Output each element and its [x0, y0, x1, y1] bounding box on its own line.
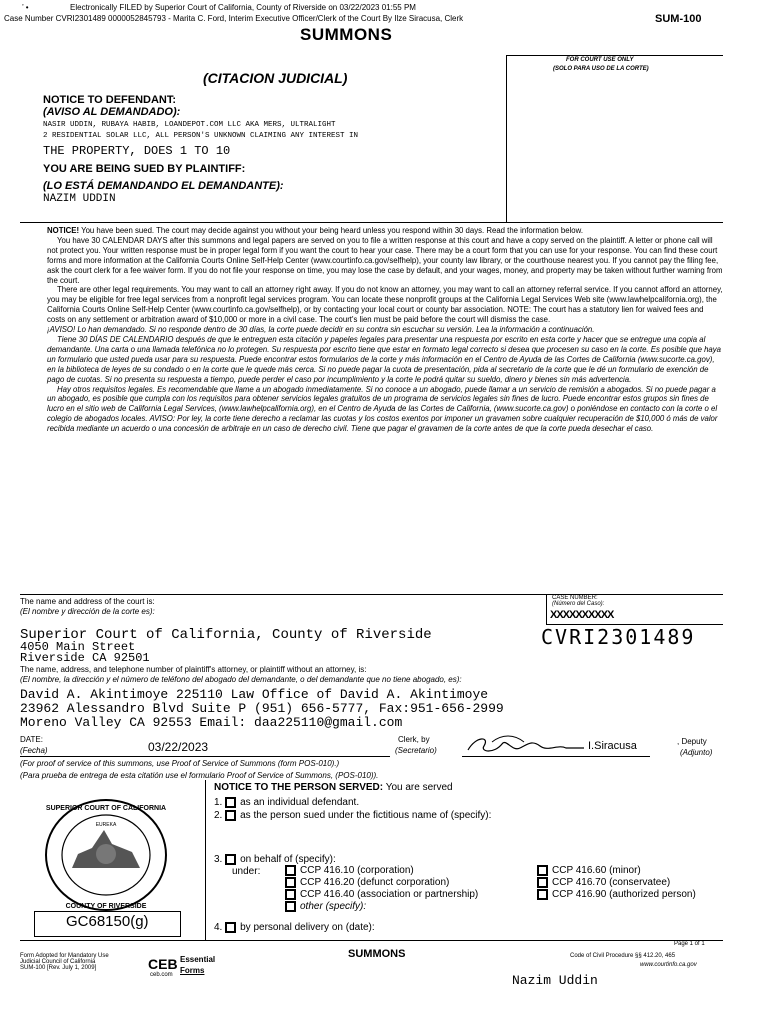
plaintiff-label-es: (LO ESTÁ DEMANDANDO EL DEMANDANTE): — [43, 180, 284, 192]
ccp-416-40-checkbox[interactable] — [285, 889, 296, 900]
footer-title: SUMMONS — [348, 948, 406, 960]
plaintiff-name: NAZIM UDDIN — [43, 193, 116, 205]
ccp-other-label: other (specify): — [300, 901, 367, 913]
header-mark: ’ • — [22, 3, 29, 12]
served-option-4-checkbox[interactable] — [225, 922, 236, 933]
ccp-other[interactable] — [285, 901, 478, 913]
served-option-3-label: on behalf of (specify): — [240, 854, 336, 866]
filed-stamp-line1: Electronically FILED by Superior Court of California, County of Riverside on 03/22/2023 01:55 PM — [70, 3, 416, 12]
signature-text: Nazim Uddin — [512, 973, 598, 988]
deputy-label-es: (Adjunto) — [680, 748, 713, 757]
notice-p6: Hay otros requisitos legales. Es recomendable que llame a un abogado inmediatamente. Si no conoce a un abogado, puede llamar a un servicio de remisión a abogados. Si no puede pagar a un abogado, es posible que cumpla con los requisitos para obtener servicios legales gratuitos de un programa de servicios legales sin fines de lucro. Puede encontrar estos grupos sin fines de lucro en el sitio web de California Legal Services, (www.lawhelpcalifornia.org), en el Centro de Ayuda de las Cortes de California, (www.sucorte.ca.gov) o poniéndose en contacto con la corte o el colegio de abogados locales. AVISO: Por ley, la corte tiene derecho a reclamar las cuotas y los costos exentos por imponer un gravamen sobre cualquier recuperación de $10,000 ó más de valor recibida mediante un acuerdo o una concesión de arbitraje en un caso de derecho civil. Tiene que pagar el gravamen de la corte antes de que la corte pueda desechar el caso. — [47, 384, 718, 434]
court-line1: Superior Court of California, County of Riverside — [20, 627, 432, 643]
served-option-3[interactable] — [214, 854, 336, 865]
clerk-name: I.Siracusa — [588, 740, 637, 752]
attorney-line3: Moreno Valley CA 92553 Email: daa225110@gmail.com — [20, 715, 403, 730]
case-number-label-es: (Número del Caso): — [552, 601, 605, 607]
served-option-2-label: as the person sued under the fictitious name of (specify): — [240, 810, 492, 822]
page-number: Page 1 of 1 — [674, 941, 705, 947]
ccp-416-90-checkbox[interactable] — [537, 889, 548, 900]
served-under-label: under: — [232, 866, 261, 877]
plaintiff-label: YOU ARE BEING SUED BY PLAINTIFF: — [43, 163, 246, 175]
code-reference: Code of Civil Procedure §§ 412.20, 465 — [570, 953, 676, 959]
form-code: SUM-100 — [655, 13, 702, 25]
ccp-416-70-label: CCP 416.70 (conservatee) — [552, 877, 671, 889]
forms-label: Forms — [180, 966, 205, 975]
court-use-box — [506, 56, 723, 222]
deputy-label: , Deputy — [677, 737, 707, 746]
ceb-logo: CEB — [148, 956, 178, 972]
served-option-1[interactable] — [214, 797, 359, 808]
served-title-label: NOTICE TO THE PERSON SERVED: — [214, 782, 384, 793]
attorney-line1: David A. Akintimoye 225110 Law Office of David A. Akintimoye — [20, 687, 489, 702]
court-seal — [42, 796, 170, 914]
attorney-line2: 23962 Alessandro Blvd Suite P (951) 656-5777, Fax:951-656-2999 — [20, 701, 504, 716]
attorney-label: The name, address, and telephone number of plaintiff's attorney, or plaintiff without an attorney, is: — [20, 665, 367, 674]
ccp-416-40-label: CCP 416.40 (association or partnership) — [300, 889, 479, 901]
served-title — [214, 782, 453, 793]
ccp-416-10[interactable] — [285, 865, 478, 877]
ccp-416-90[interactable] — [537, 889, 696, 901]
case-number-label: CASE NUMBER: — [552, 595, 598, 601]
seal-inner: EUREKA — [95, 822, 117, 828]
ccp-416-10-label: CCP 416.10 (corporation) — [300, 865, 414, 877]
defendant-label-es: (AVISO AL DEMANDADO): — [43, 106, 181, 118]
ccp-416-60[interactable] — [537, 865, 696, 877]
notice-p1: You have been sued. The court may decide against you without your being heard unless you respond within 30 days. Read the information below. — [79, 226, 584, 235]
notice-lead: NOTICE! — [47, 226, 80, 235]
form-adopted: Form Adopted for Mandatory Use Judicial Council of California SUM-100 [Rev. July 1, 2009] — [20, 953, 109, 971]
ccp-416-60-checkbox[interactable] — [537, 865, 548, 876]
clerk-label-es: (Secretario) — [395, 746, 437, 755]
ccp-left-list — [285, 865, 478, 914]
served-option-2-checkbox[interactable] — [225, 810, 236, 821]
proof-line2: (Para prueba de entrega de esta citatión use el formulario Proof of Service of Summons, (POS-010)). — [20, 771, 379, 780]
date-label-es: (Fecha) — [20, 746, 48, 755]
case-number: CVRI2301489 — [541, 625, 696, 649]
defendant-line1: NASIR UDDIN, RUBAYA HABIB, LOANDEPOT.COM LLC AKA MERS, ULTRALIGHT — [43, 121, 336, 129]
ccp-right-list — [537, 865, 696, 901]
court-label-es: (El nombre y dirección de la corte es): — [20, 607, 155, 616]
filed-stamp-line2: Case Number CVRI2301489 0000052845793 - Marita C. Ford, Interim Executive Officer/Clerk of the Court By Ilze Siracusa, Clerk — [4, 14, 464, 23]
proof-line1: (For proof of service of this summons, use Proof of Service of Summons (form POS-010).) — [20, 759, 340, 768]
gc-code: GC68150(g) — [66, 913, 149, 930]
served-title-tail: You are served — [383, 782, 453, 793]
defendant-line3: THE PROPERTY, DOES 1 TO 10 — [43, 144, 231, 158]
defendant-label: NOTICE TO DEFENDANT: — [43, 94, 177, 106]
ceb-com: ceb.com — [150, 972, 173, 978]
defendant-line2: 2 RESIDENTIAL SOLAR LLC, ALL PERSON'S UNKNOWN CLAIMING ANY INTEREST IN — [43, 132, 359, 140]
served-option-3-num: 3. — [214, 854, 223, 866]
issue-date: 03/22/2023 — [148, 740, 209, 754]
court-label: The name and address of the court is: — [20, 597, 155, 606]
seal-text-bottom: COUNTY OF RIVERSIDE — [65, 903, 147, 910]
form-title-es: (CITACION JUDICIAL) — [203, 70, 348, 86]
ccp-416-10-checkbox[interactable] — [285, 865, 296, 876]
ccp-other-checkbox[interactable] — [285, 901, 296, 912]
ccp-416-70-checkbox[interactable] — [537, 877, 548, 888]
served-option-2[interactable] — [214, 810, 491, 821]
served-option-4-label: by personal delivery on (date): — [240, 922, 375, 934]
ccp-416-20-checkbox[interactable] — [285, 877, 296, 888]
served-option-3-checkbox[interactable] — [225, 854, 236, 865]
notice-p4: ¡AVISO! Lo han demandado. Si no responde dentro de 30 días, la corte puede decidir en su contra sin escuchar su versión. Lea la información a continuación. — [47, 325, 595, 335]
ccp-416-70[interactable] — [537, 877, 696, 889]
court-use-label: FOR COURT USE ONLY — [566, 57, 634, 63]
court-line2: 4050 Main Street — [20, 640, 136, 654]
served-option-1-label: as an individual defendant. — [240, 797, 360, 809]
notice-p3: There are other legal requirements. You may want to call an attorney right away. If you do not know an attorney, you may want to call an attorney referral service. If you cannot afford an attorney, you may be eligible for free legal services from a nonprofit legal services program. You can locate these nonprofit groups at the California Legal Services Web site (www.lawhelpcalifornia.org), the California Courts Online Self-Help Center (www.courtinfo.ca.gov/selfhelp), or by contacting your local court or county bar association. NOTE: The court has a statutory lien for waived fees and costs on any settlement or arbitration award of $10,000 or more in a civil case. The court's lien must be paid before the court will dismiss the case. — [47, 285, 723, 325]
served-option-4[interactable] — [214, 922, 375, 933]
ccp-416-60-label: CCP 416.60 (minor) — [552, 865, 641, 877]
ccp-416-90-label: CCP 416.90 (authorized person) — [552, 889, 696, 901]
attorney-label-es: (El nombre, la dirección y el número de teléfono del abogado del demandante, o del demandante que no tiene abogado, es): — [20, 675, 462, 684]
court-website: www.courtinfo.ca.gov — [640, 962, 697, 968]
notice-p2: You have 30 CALENDAR DAYS after this summons and legal papers are served on you to file a written response at this court and have a copy served on the plaintiff. A letter or phone call will not protect you. Your written response must be in proper legal form if you want the court to hear your case. There may be a court form that you can use for your response. You can find these court forms and more information at the California Courts Online Self-Help Center (www.courtinfo.ca.gov/selfhelp), your county law library, or the courthouse nearest you. If you cannot pay the filing fee, ask the court clerk for a fee waiver form. If you do not file your response on time, you may lose the case by default, and your wages, money, and property may be taken without further warning from the court. — [47, 235, 723, 285]
ccp-416-40[interactable] — [285, 889, 478, 901]
notice-p5: Tiene 30 DÍAS DE CALENDARIO después de que le entreguen esta citación y papeles legales para presentar una respuesta por escrito en esta corte y hacer que se entregue una copia al demandante. Una carta o una llamada telefónica no lo protegen. Su respuesta por escrito tiene que estar en formato legal correcto si desea que procesen su caso en la corte. Es posible que haya un formulario que usted pueda usar para su respuesta. Puede encontrar estos formularios de la corte y más información en el Centro de Ayuda de las Cortes de California (www.sucorte.ca.gov), en la biblioteca de leyes de su condado o en la corte que le quede más cerca. Si no puede pagar la cuota de presentación, pida al secretario de la corte que le dé un formulario de exención de pago de cuotas. Si no presenta su respuesta a tiempo, puede perder el caso por incumplimiento y la corte le podrá quitar su sueldo, dinero y bienes sin más advertencia. — [47, 334, 721, 384]
served-option-1-checkbox[interactable] — [225, 797, 236, 808]
essential-label: Essential — [180, 955, 216, 964]
case-number-redacted: XXXXXXXXXX — [550, 609, 614, 621]
ccp-416-20[interactable] — [285, 877, 478, 889]
form-title: SUMMONS — [300, 25, 393, 44]
seal-text-top: SUPERIOR COURT OF CALIFORNIA — [45, 805, 167, 812]
date-label: DATE: — [20, 735, 43, 744]
ccp-416-20-label: CCP 416.20 (defunct corporation) — [300, 877, 450, 889]
served-option-4-num: 4. — [214, 922, 223, 934]
notice-text — [47, 226, 723, 434]
court-use-label-es: (SOLO PARA USO DE LA CORTE) — [553, 66, 649, 72]
court-line3: Riverside CA 92501 — [20, 651, 150, 665]
clerk-label: Clerk, by — [398, 735, 430, 744]
served-option-1-num: 1. — [214, 797, 223, 809]
served-option-2-num: 2. — [214, 810, 223, 822]
